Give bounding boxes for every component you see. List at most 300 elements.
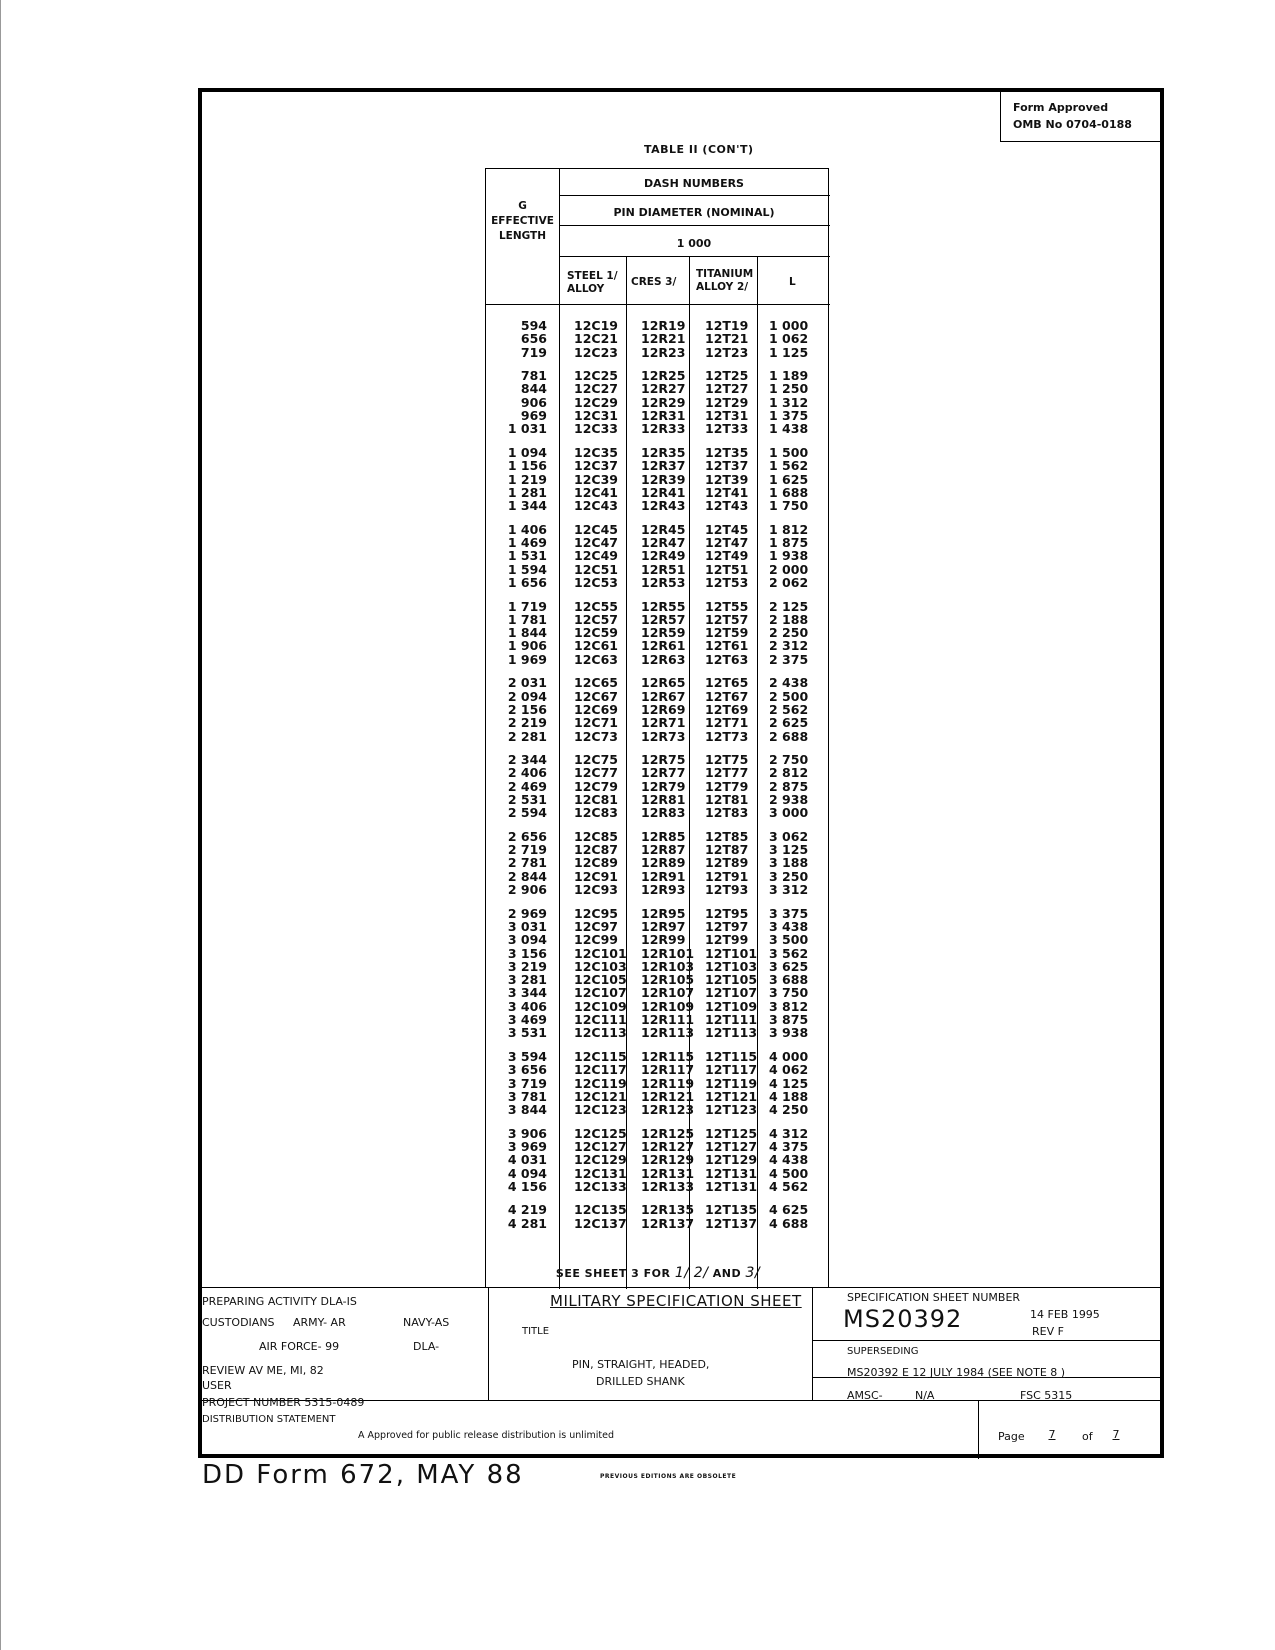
l-length-cell: 1 438 xyxy=(769,421,809,437)
table-row xyxy=(486,883,830,896)
row-group xyxy=(486,600,830,666)
effective-length-cell: 2 406 xyxy=(507,765,547,781)
spec-sheet-number: MS20392 xyxy=(843,1305,963,1333)
cres-cell: 12R37 xyxy=(641,458,686,474)
effective-length-cell: 2 781 xyxy=(507,855,547,871)
custodians-label: CUSTODIANS xyxy=(202,1316,275,1329)
l-length-cell: 3 250 xyxy=(769,868,809,884)
custodian-army: ARMY- AR xyxy=(293,1316,346,1329)
steel-alloy-cell: 12C75 xyxy=(574,752,618,768)
steel-alloy-cell: 12C71 xyxy=(574,715,618,731)
table-row xyxy=(486,907,830,920)
titanium-alloy-cell: 12T107 xyxy=(705,985,758,1001)
row-group xyxy=(486,369,830,435)
steel-alloy-cell: 12C131 xyxy=(574,1165,627,1181)
table-row xyxy=(486,1103,830,1116)
table-row xyxy=(486,830,830,843)
l-length-cell: 3 312 xyxy=(769,882,809,898)
cres-cell: 12R41 xyxy=(641,484,686,500)
effective-length-cell: 1 969 xyxy=(507,651,547,667)
effective-length-cell: 1 156 xyxy=(507,458,547,474)
row-divider-diameter xyxy=(559,256,830,257)
table-row xyxy=(486,473,830,486)
cres-cell: 12R23 xyxy=(641,344,686,360)
l-length-cell: 1 000 xyxy=(769,318,809,333)
l-length-cell: 4 188 xyxy=(769,1088,809,1104)
amsc-label: AMSC- xyxy=(847,1389,883,1402)
titanium-alloy-cell: 12T71 xyxy=(705,715,749,731)
cres-cell: 12R111 xyxy=(641,1012,695,1028)
effective-length-cell: 3 344 xyxy=(507,985,547,1001)
page-total: 7 xyxy=(1112,1428,1120,1441)
l-length-cell: 1 375 xyxy=(769,408,809,424)
cres-cell: 12R77 xyxy=(641,765,686,781)
row-group xyxy=(486,446,830,512)
l-length-cell: 4 625 xyxy=(769,1202,809,1218)
preparing-activity: PREPARING ACTIVITY DLA-IS xyxy=(202,1295,357,1308)
effective-length-cell: 2 594 xyxy=(507,805,547,821)
dash-numbers-header: DASH NUMBERS xyxy=(644,177,744,190)
cres-cell: 12R27 xyxy=(641,381,686,397)
titanium-alloy-cell: 12T47 xyxy=(705,535,749,551)
effective-length-cell: 656 xyxy=(520,331,547,347)
table-row xyxy=(486,563,830,576)
l-length-cell: 3 000 xyxy=(769,805,809,821)
effective-length-cell: 2 344 xyxy=(507,752,547,768)
previous-editions-note: PREVIOUS EDITIONS ARE OBSOLETE xyxy=(600,1473,737,1480)
table-row xyxy=(486,446,830,459)
cres-cell: 12R87 xyxy=(641,842,686,858)
effective-length-cell: 2 156 xyxy=(507,701,547,717)
table-body xyxy=(486,319,830,1230)
cres-cell: 12R79 xyxy=(641,778,686,794)
l-length-cell: 3 188 xyxy=(769,855,809,871)
titanium-alloy-cell: 12T69 xyxy=(705,701,749,717)
steel-alloy-cell: 12C87 xyxy=(574,842,618,858)
titanium-alloy-cell: 12T25 xyxy=(705,368,749,384)
title-line-1: PIN, STRAIGHT, HEADED, xyxy=(572,1358,710,1371)
l-length-cell: 2 375 xyxy=(769,651,809,667)
table-row xyxy=(486,523,830,536)
table-row xyxy=(486,549,830,562)
titanium-alloy-cell: 12T55 xyxy=(705,598,749,614)
effective-length-cell: 2 969 xyxy=(507,905,547,921)
titanium-alloy-cell: 12T65 xyxy=(705,675,749,691)
row-group xyxy=(486,1127,830,1193)
row-group xyxy=(486,830,830,896)
l-length-cell: 3 812 xyxy=(769,998,809,1014)
steel-alloy-cell: 12C89 xyxy=(574,855,618,871)
l-length-cell: 1 189 xyxy=(769,368,809,384)
table-row xyxy=(486,536,830,549)
footnote-ref-2: 2/ xyxy=(693,1265,709,1281)
l-length-cell: 4 000 xyxy=(769,1048,809,1064)
fsc-code: FSC 5315 xyxy=(1020,1389,1073,1402)
titanium-alloy-cell: 12T113 xyxy=(705,1025,758,1041)
cres-cell: 12R65 xyxy=(641,675,686,691)
titanium-alloy-cell: 12T95 xyxy=(705,905,749,921)
table-row xyxy=(486,703,830,716)
cres-cell: 12R21 xyxy=(641,331,686,347)
page-number: 7 xyxy=(1048,1428,1056,1441)
table-row xyxy=(486,730,830,743)
table-row xyxy=(486,856,830,869)
effective-length-cell: 3 156 xyxy=(507,945,547,961)
table-row xyxy=(486,486,830,499)
titanium-alloy-cell: 12T117 xyxy=(705,1062,758,1078)
cres-cell: 12R109 xyxy=(641,998,695,1014)
table-row xyxy=(486,1063,830,1076)
titanium-alloy-cell: 12T53 xyxy=(705,574,749,590)
footer-divider-2 xyxy=(812,1288,813,1400)
effective-length-cell: 1 469 xyxy=(507,535,547,551)
table-row xyxy=(486,499,830,512)
l-length-cell: 2 625 xyxy=(769,715,809,731)
steel-alloy-cell: 12C33 xyxy=(574,421,618,437)
l-length-cell: 3 375 xyxy=(769,905,809,921)
footer-hline-spec xyxy=(812,1340,1164,1341)
titanium-alloy-cell: 12T125 xyxy=(705,1125,758,1141)
l-length-cell: 3 562 xyxy=(769,945,809,961)
l-length-cell: 1 250 xyxy=(769,381,809,397)
steel-alloy-cell: 12C43 xyxy=(574,498,618,514)
table-row xyxy=(486,1127,830,1140)
table-row xyxy=(486,933,830,946)
steel-alloy-cell: 12C117 xyxy=(574,1062,627,1078)
table-row xyxy=(486,639,830,652)
steel-alloy-cell: 12C27 xyxy=(574,381,618,397)
effective-length-cell: 3 906 xyxy=(507,1125,547,1141)
steel-alloy-cell: 12C63 xyxy=(574,651,618,667)
titanium-alloy-cell: 12T21 xyxy=(705,331,749,347)
effective-length-cell: 906 xyxy=(520,394,547,410)
table-row xyxy=(486,422,830,435)
omb-number: OMB No 0704-0188 xyxy=(1013,118,1132,131)
row-divider-dash xyxy=(559,195,830,196)
effective-length-cell: 2 094 xyxy=(507,688,547,704)
l-length-cell: 4 312 xyxy=(769,1125,809,1141)
page-edge xyxy=(0,0,1,1650)
steel-alloy-cell: 12C67 xyxy=(574,688,618,704)
cres-cell: 12R61 xyxy=(641,638,686,654)
steel-alloy-cell: 12C45 xyxy=(574,521,618,537)
table-row xyxy=(486,459,830,472)
l-length-cell: 1 125 xyxy=(769,344,809,360)
steel-alloy-cell: 12C69 xyxy=(574,701,618,717)
footer-divider-1 xyxy=(488,1288,489,1400)
steel-alloy-header xyxy=(567,270,618,296)
cres-cell: 12R125 xyxy=(641,1125,695,1141)
table-row xyxy=(486,332,830,345)
g-effective-length-header xyxy=(486,199,559,244)
steel-alloy-cell: 12C95 xyxy=(574,905,618,921)
footnote-ref-1: 1/ xyxy=(674,1265,690,1281)
titanium-alloy-cell: 12T35 xyxy=(705,444,749,460)
titanium-header-line: ALLOY 2/ xyxy=(696,281,749,293)
titanium-alloy-cell: 12T77 xyxy=(705,765,749,781)
steel-alloy-cell: 12C113 xyxy=(574,1025,627,1041)
table-row xyxy=(486,947,830,960)
cres-cell: 12R43 xyxy=(641,498,686,514)
effective-length-cell: 3 031 xyxy=(507,918,547,934)
titanium-alloy-cell: 12T37 xyxy=(705,458,749,474)
cres-cell: 12R121 xyxy=(641,1088,695,1104)
titanium-alloy-cell: 12T61 xyxy=(705,638,749,654)
table-row xyxy=(486,960,830,973)
l-length-cell: 4 438 xyxy=(769,1152,809,1168)
diameter-value: 1 000 xyxy=(676,237,712,250)
steel-alloy-cell: 12C35 xyxy=(574,444,618,460)
titanium-alloy-cell: 12T119 xyxy=(705,1075,758,1091)
l-length-cell: 1 312 xyxy=(769,394,809,410)
footnote-ref-3: 3/ xyxy=(745,1265,761,1281)
steel-alloy-cell: 12C61 xyxy=(574,638,618,654)
titanium-alloy-cell: 12T79 xyxy=(705,778,749,794)
cres-cell: 12R135 xyxy=(641,1202,695,1218)
steel-alloy-cell: 12C59 xyxy=(574,625,618,641)
steel-alloy-cell: 12C39 xyxy=(574,471,618,487)
steel-alloy-cell: 12C47 xyxy=(574,535,618,551)
titanium-alloy-cell: 12T43 xyxy=(705,498,749,514)
l-length-cell: 3 125 xyxy=(769,842,809,858)
cres-cell: 12R71 xyxy=(641,715,686,731)
l-length-cell: 1 750 xyxy=(769,498,809,514)
cres-cell: 12R39 xyxy=(641,471,686,487)
table-row xyxy=(486,576,830,589)
cres-cell: 12R89 xyxy=(641,855,686,871)
row-group xyxy=(486,319,830,359)
steel-alloy-cell: 12C37 xyxy=(574,458,618,474)
cres-cell: 12R45 xyxy=(641,521,686,537)
titanium-alloy-cell: 12T75 xyxy=(705,752,749,768)
effective-length-cell: 1 594 xyxy=(507,561,547,577)
titanium-alloy-cell: 12T57 xyxy=(705,611,749,627)
table-row xyxy=(486,1026,830,1039)
steel-alloy-cell: 12C53 xyxy=(574,574,618,590)
l-length-cell: 2 875 xyxy=(769,778,809,794)
steel-alloy-cell: 12C125 xyxy=(574,1125,627,1141)
table-row xyxy=(486,1050,830,1063)
steel-alloy-cell: 12C83 xyxy=(574,805,618,821)
cres-cell: 12R25 xyxy=(641,368,686,384)
row-group xyxy=(486,1050,830,1116)
table-row xyxy=(486,753,830,766)
titanium-alloy-cell: 12T121 xyxy=(705,1088,758,1104)
cres-cell: 12R101 xyxy=(641,945,695,961)
effective-length-cell: 969 xyxy=(520,408,547,424)
user-activities: USER xyxy=(202,1379,232,1392)
effective-length-cell: 2 844 xyxy=(507,868,547,884)
steel-alloy-cell: 12C93 xyxy=(574,882,618,898)
table-row xyxy=(486,1217,830,1230)
effective-length-cell: 3 281 xyxy=(507,972,547,988)
titanium-alloy-cell: 12T99 xyxy=(705,932,749,948)
row-group xyxy=(486,1203,830,1230)
cres-cell: 12R113 xyxy=(641,1025,695,1041)
cres-cell: 12R63 xyxy=(641,651,686,667)
l-length-cell: 4 688 xyxy=(769,1215,809,1231)
titanium-alloy-cell: 12T111 xyxy=(705,1012,758,1028)
steel-alloy-cell: 12C115 xyxy=(574,1048,627,1064)
l-length-cell: 2 312 xyxy=(769,638,809,654)
steel-alloy-cell: 12C73 xyxy=(574,728,618,744)
effective-length-cell: 1 781 xyxy=(507,611,547,627)
table-row xyxy=(486,1013,830,1026)
effective-length-cell: 4 094 xyxy=(507,1165,547,1181)
l-length-cell: 4 500 xyxy=(769,1165,809,1181)
cres-header: CRES 3/ xyxy=(631,276,677,288)
l-length-cell: 3 938 xyxy=(769,1025,809,1041)
g-header-line: EFFECTIVE xyxy=(491,215,554,227)
row-group xyxy=(486,523,830,589)
effective-length-cell: 3 531 xyxy=(507,1025,547,1041)
l-length-cell: 1 688 xyxy=(769,484,809,500)
form-approved: Form Approved xyxy=(1013,101,1109,114)
steel-alloy-cell: 12C85 xyxy=(574,828,618,844)
table-row xyxy=(486,396,830,409)
steel-alloy-cell: 12C23 xyxy=(574,344,618,360)
effective-length-cell: 3 719 xyxy=(507,1075,547,1091)
l-length-cell: 2 438 xyxy=(769,675,809,691)
table-row xyxy=(486,1203,830,1216)
l-length-cell: 1 625 xyxy=(769,471,809,487)
table-row xyxy=(486,920,830,933)
effective-length-cell: 1 031 xyxy=(507,421,547,437)
cres-cell: 12R129 xyxy=(641,1152,695,1168)
l-length-cell: 2 000 xyxy=(769,561,809,577)
cres-cell: 12R83 xyxy=(641,805,686,821)
footnote-text: SEE SHEET 3 FOR xyxy=(555,1267,671,1280)
page-label: Page xyxy=(998,1430,1025,1443)
distribution-text: A Approved for public release distribution is unlimited xyxy=(358,1430,615,1441)
pin-diameter-header: PIN DIAMETER (NOMINAL) xyxy=(613,206,775,219)
effective-length-cell: 3 406 xyxy=(507,998,547,1014)
title-line-2: DRILLED SHANK xyxy=(596,1375,685,1388)
l-length-cell: 2 125 xyxy=(769,598,809,614)
titanium-alloy-cell: 12T29 xyxy=(705,394,749,410)
l-header: L xyxy=(789,276,796,288)
table-row xyxy=(486,716,830,729)
cres-cell: 12R103 xyxy=(641,958,695,974)
titanium-alloy-cell: 12T27 xyxy=(705,381,749,397)
l-length-cell: 4 062 xyxy=(769,1062,809,1078)
row-group xyxy=(486,753,830,819)
l-length-cell: 4 375 xyxy=(769,1139,809,1154)
table-row xyxy=(486,319,830,332)
table-footnote xyxy=(486,1265,830,1281)
cres-cell: 12R31 xyxy=(641,408,686,424)
l-length-cell: 3 062 xyxy=(769,828,809,844)
effective-length-cell: 1 719 xyxy=(507,598,547,614)
table-row xyxy=(486,600,830,613)
table-row xyxy=(486,626,830,639)
steel-alloy-cell: 12C79 xyxy=(574,778,618,794)
titanium-header-line: TITANIUM xyxy=(696,268,754,280)
effective-length-cell: 1 906 xyxy=(507,638,547,654)
titanium-alloy-cell: 12T135 xyxy=(705,1202,758,1218)
l-length-cell: 4 250 xyxy=(769,1102,809,1118)
cres-cell: 12R51 xyxy=(641,561,686,577)
l-length-cell: 4 125 xyxy=(769,1075,809,1091)
table-row xyxy=(486,409,830,422)
cres-cell: 12R133 xyxy=(641,1178,695,1194)
custodian-dla: DLA- xyxy=(413,1340,440,1353)
steel-alloy-cell: 12C57 xyxy=(574,611,618,627)
titanium-alloy-cell: 12T131 xyxy=(705,1165,758,1181)
steel-alloy-cell: 12C55 xyxy=(574,598,618,614)
table-row xyxy=(486,1167,830,1180)
steel-alloy-cell: 12C111 xyxy=(574,1012,627,1028)
titanium-alloy-cell: 12T59 xyxy=(705,625,749,641)
table-row xyxy=(486,613,830,626)
titanium-alloy-cell: 12T97 xyxy=(705,918,749,934)
steel-alloy-cell: 12C135 xyxy=(574,1202,627,1218)
l-length-cell: 2 750 xyxy=(769,752,809,768)
titanium-alloy-cell: 12T63 xyxy=(705,651,749,667)
titanium-alloy-cell: 12T101 xyxy=(705,945,758,961)
titanium-alloy-cell: 12T127 xyxy=(705,1139,758,1154)
effective-length-cell: 2 031 xyxy=(507,675,547,691)
effective-length-cell: 1 656 xyxy=(507,574,547,590)
cres-cell: 12R29 xyxy=(641,394,686,410)
titanium-alloy-cell: 12T81 xyxy=(705,791,749,807)
cres-cell: 12R35 xyxy=(641,444,686,460)
titanium-alloy-cell: 12T67 xyxy=(705,688,749,704)
l-length-cell: 2 688 xyxy=(769,728,809,744)
l-length-cell: 1 562 xyxy=(769,458,809,474)
cres-cell: 12R119 xyxy=(641,1075,695,1091)
effective-length-cell: 3 594 xyxy=(507,1048,547,1064)
effective-length-cell: 3 781 xyxy=(507,1088,547,1104)
effective-length-cell: 719 xyxy=(520,344,547,360)
table-row xyxy=(486,843,830,856)
military-specification-sheet-title: MILITARY SPECIFICATION SHEET xyxy=(550,1292,802,1310)
dash-number-table xyxy=(485,168,829,1288)
effective-length-cell: 2 719 xyxy=(507,842,547,858)
g-header-line: LENGTH xyxy=(498,230,547,242)
titanium-alloy-cell: 12T87 xyxy=(705,842,749,858)
cres-cell: 12R75 xyxy=(641,752,686,768)
effective-length-cell: 4 219 xyxy=(507,1202,547,1218)
cres-cell: 12R99 xyxy=(641,932,686,948)
cres-cell: 12R115 xyxy=(641,1048,695,1064)
effective-length-cell: 2 531 xyxy=(507,791,547,807)
cres-cell: 12R105 xyxy=(641,972,695,988)
effective-length-cell: 2 656 xyxy=(507,828,547,844)
steel-header-line: STEEL 1/ xyxy=(567,270,618,282)
titanium-alloy-cell: 12T41 xyxy=(705,484,749,500)
cres-cell: 12R117 xyxy=(641,1062,695,1078)
row-divider-pin xyxy=(559,225,830,226)
effective-length-cell: 594 xyxy=(520,318,547,333)
steel-alloy-cell: 12C129 xyxy=(574,1152,627,1168)
cres-cell: 12R57 xyxy=(641,611,686,627)
cres-cell: 12R47 xyxy=(641,535,686,551)
l-length-cell: 2 812 xyxy=(769,765,809,781)
cres-cell: 12R91 xyxy=(641,868,686,884)
steel-alloy-cell: 12C65 xyxy=(574,675,618,691)
effective-length-cell: 1 219 xyxy=(507,471,547,487)
effective-length-cell: 1 531 xyxy=(507,548,547,564)
spec-revision: REV F xyxy=(1032,1325,1064,1338)
spec-sheet-number-label: SPECIFICATION SHEET NUMBER xyxy=(847,1291,1021,1304)
cres-cell: 12R131 xyxy=(641,1165,695,1181)
effective-length-cell: 4 156 xyxy=(507,1178,547,1194)
table-row xyxy=(486,986,830,999)
steel-alloy-cell: 12C81 xyxy=(574,791,618,807)
review-activities: REVIEW AV ME, MI, 82 xyxy=(202,1364,324,1377)
steel-alloy-cell: 12C107 xyxy=(574,985,627,1001)
